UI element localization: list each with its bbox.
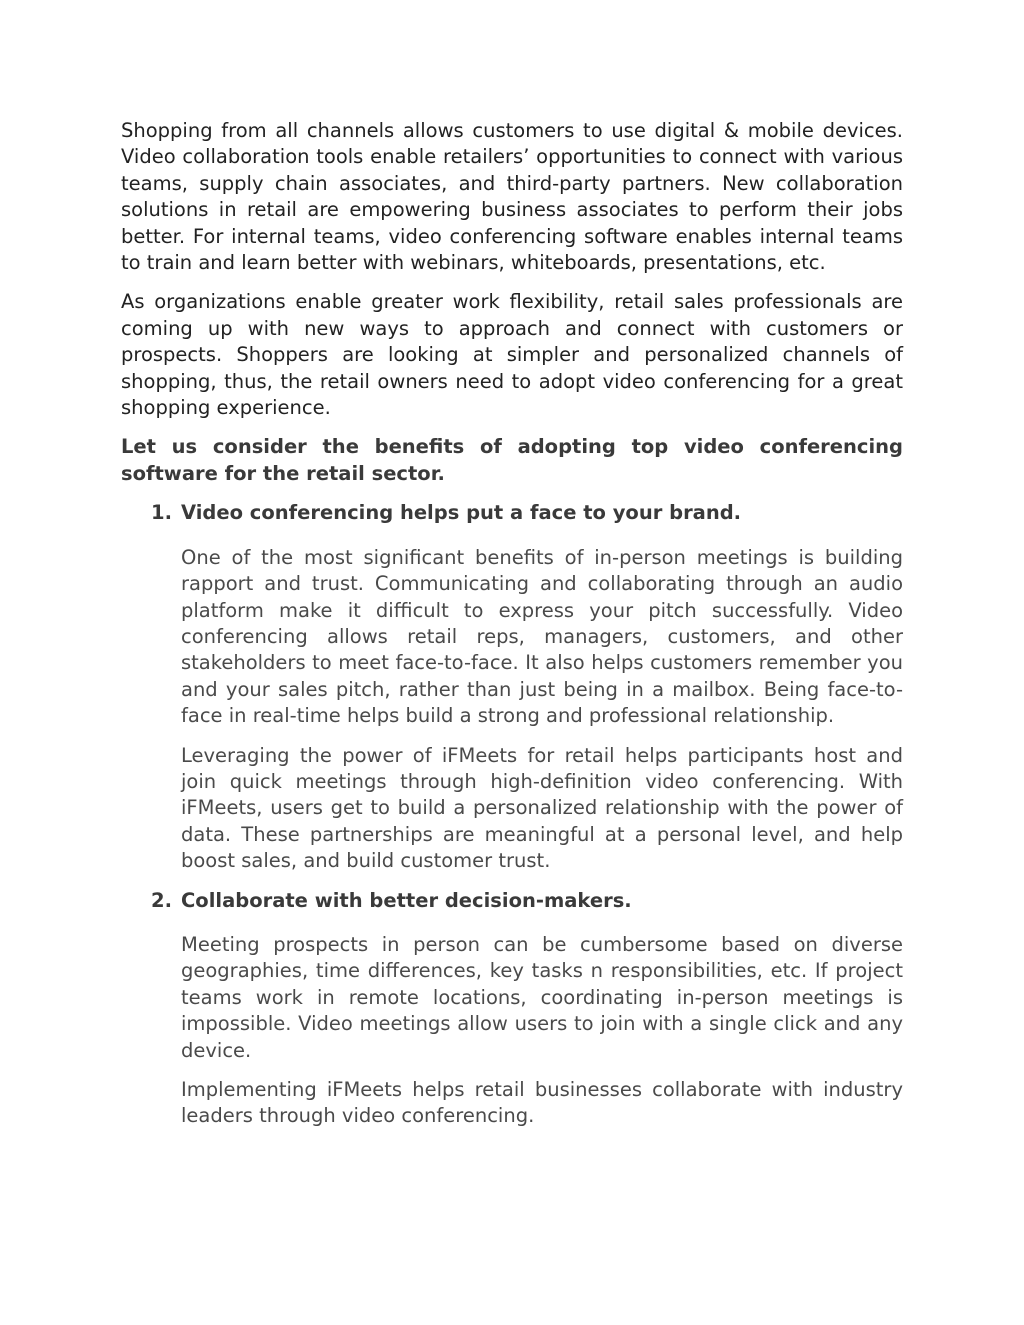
- intro-paragraph: As organizations enable greater work flexibility, retail sales professionals are coming up with new ways to approach and connect with customers or prospects. Shoppers are looking at simpler and personalized channels of shopping, thus, the retail owners need to adopt video conferencing for a great shopping experience.: [121, 290, 903, 420]
- benefit-paragraph: One of the most significant benefits of in-person meetings is building rapport and trust. Communicating and collaborating through an audio platform make it difficult to express your pitch successfully. Video conferencing allows retail reps, managers, customers, and other stakeholders to meet face-to-face. It also helps customers remember you and your sales pitch, rather than just being in a mailbox. Being face-to-face in real-time helps build a strong and professional relationship.: [181, 545, 903, 728]
- intro-paragraph: Shopping from all channels allows customers to use digital & mobile devices. Video collaboration tools enable retailers’ opportunities to connect with various teams, supply chain associates, and third-party partners. New collaboration solutions in retail are empowering business associates to perform their jobs better. For internal teams, video conferencing software enables internal teams to train and learn better with webinars, whiteboards, presentations, etc.: [121, 119, 903, 275]
- benefit-item-2: [121, 888, 903, 1130]
- list-number: 1.: [151, 501, 172, 525]
- benefit-heading: [121, 500, 903, 526]
- benefit-body: [181, 545, 903, 875]
- benefit-title: Video conferencing helps put a face to your brand.: [181, 501, 742, 525]
- benefit-heading: [121, 888, 903, 914]
- benefit-body: [181, 932, 903, 1130]
- list-number: 2.: [151, 888, 172, 912]
- document-page: [121, 118, 903, 1143]
- benefit-paragraph: Meeting prospects in person can be cumbersome based on diverse geographies, time differences, key tasks n responsibilities, etc. If project teams work in remote locations, coordinating in-person meetings is impossible. Video meetings allow users to join with a single click and any device.: [181, 932, 903, 1062]
- benefit-item-1: [121, 500, 903, 874]
- benefit-paragraph: Implementing iFMeets helps retail businesses collaborate with industry leaders through video conferencing.: [181, 1078, 903, 1128]
- benefits-lead-heading: Let us consider the benefits of adopting top video conferencing software for the retail sector.: [121, 435, 903, 485]
- benefit-title: Collaborate with better decision-makers.: [181, 888, 632, 912]
- benefit-paragraph: Leveraging the power of iFMeets for retail helps participants host and join quick meetings through high-definition video conferencing. With iFMeets, users get to build a personalized relationship with the power of data. These partnerships are meaningful at a personal level, and help boost sales, and build customer trust.: [181, 743, 903, 873]
